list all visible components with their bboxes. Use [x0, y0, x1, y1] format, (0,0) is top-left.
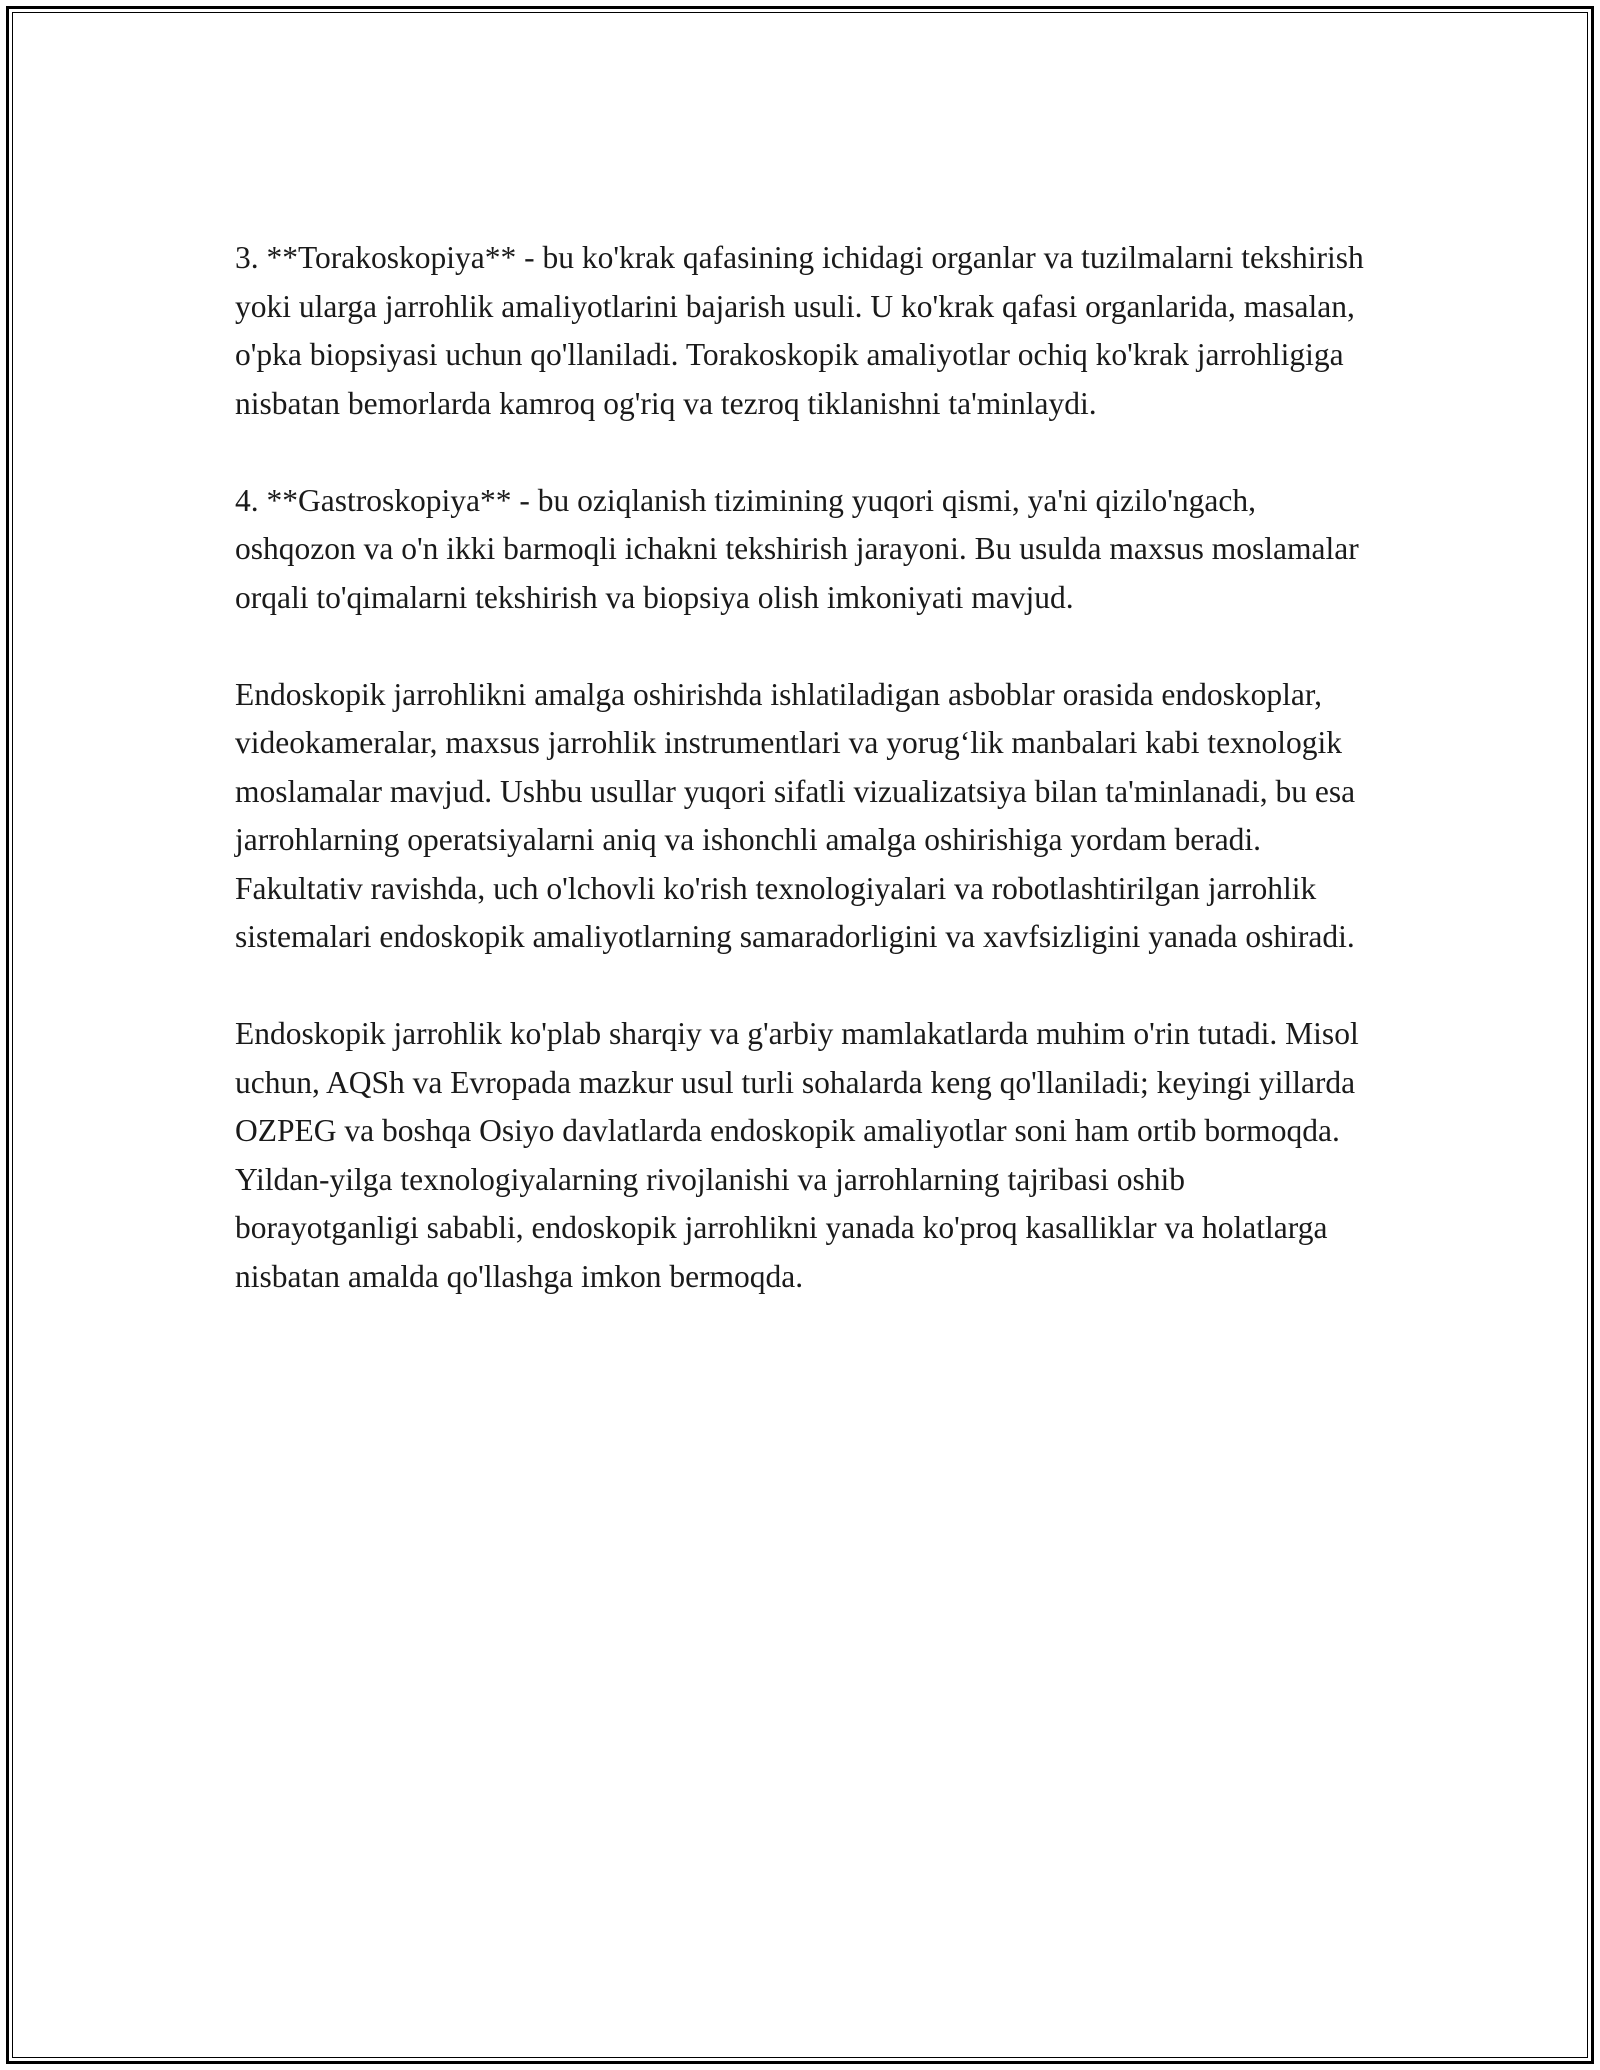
paragraph-usage-worldwide: Endoskopik jarrohlik ko'plab sharqiy va g'arbiy mamlakatlarda muhim o'rin tutadi. Misol uchun, AQSh va Evropada mazkur usul turli sohalarda keng qo'llaniladi; keyingi yillarda OZPEG va boshqa Osiyo davlatlarda endoskopik amaliyotlar soni ham ortib bormoqda. Yildan-yilga texnologiyalarning rivojlanishi va jarrohlarning tajribasi oshib borayotganligi sababli, endoskopik jarrohlikni yanada ko'proq kasalliklar va holatlarga nisbatan amalda qo'llashga imkon bermoqda. [235, 1016, 1359, 1294]
document-body [235, 234, 1370, 1301]
paragraph-gastroskopiya: 4. **Gastroskopiya** - bu oziqlanish tizimining yuqori qismi, ya'ni qizilo'ngach, oshqozon va o'n ikki barmoqli ichakni tekshirish jarayoni. Bu usulda maxsus moslamalar orqali to'qimalarni tekshirish va biopsiya olish imkoniyati mavjud. [235, 482, 1359, 615]
paragraph-torakoskopiya: 3. **Torakoskopiya** - bu ko'krak qafasining ichidagi organlar va tuzilmalarni tekshirish yoki ularga jarrohlik amaliyotlarini bajarish usuli. U ko'krak qafasi organlarida, masalan, o'pka biopsiyasi uchun qo'llaniladi. Torakoskopik amaliyotlar ochiq ko'krak jarrohligiga nisbatan bemorlarda kamroq og'riq va tezroq tiklanishni ta'minlaydi. [235, 240, 1364, 421]
paragraph-instruments: Endoskopik jarrohlikni amalga oshirishda ishlatiladigan asboblar orasida endoskoplar, videokameralar, maxsus jarrohlik instrumentlari va yorug‘lik manbalari kabi texnologik moslamalar mavjud. Ushbu usullar yuqori sifatli vizualizatsiya bilan ta'minlanadi, bu esa jarrohlarning operatsiyalarni aniq va ishonchli amalga oshirishiga yordam beradi. Fakultativ ravishda, uch o'lchovli ko'rish texnologiyalari va robotlashtirilgan jarrohlik sistemalari endoskopik amaliyotlarning samaradorligini va xavfsizligini yanada oshiradi. [235, 676, 1356, 954]
